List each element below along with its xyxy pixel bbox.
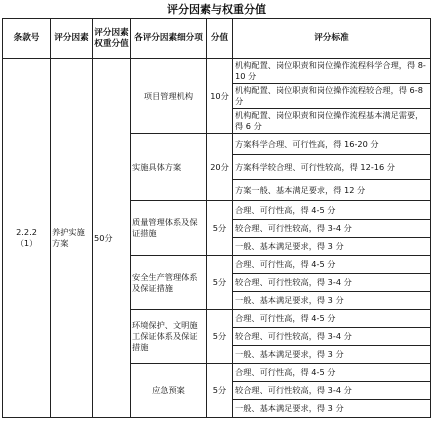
subitem-score: 5分 [207,364,233,418]
criteria-cell: 合理、可行性高，得 4-5 分 [233,256,431,274]
subitem-score: 10分 [207,59,233,134]
header-factor: 评分因素 [51,19,93,59]
criteria-cell: 一般、基本满足要求，得 3 分 [233,400,431,418]
subitem-score: 20分 [207,134,233,201]
header-row [3,19,431,59]
subitem-score: 5分 [207,256,233,310]
table-row [3,59,431,84]
header-clause: 条款号 [3,19,51,59]
criteria-cell: 一般、基本满足要求，得 3 分 [233,292,431,310]
criteria-cell: 方案科学合理、可行性高，得 16-20 分 [233,134,431,155]
subitem-name: 环境保护、文明施工保证体系及保证措施 [131,310,207,364]
criteria-cell: 合理、可行性高，得 4-5 分 [233,201,431,220]
scoring-factor: 养护实施方案 [51,59,93,418]
clause-number: 2.2.2 （1） [3,59,51,418]
criteria-cell: 合理、可行性高，得 4-5 分 [233,310,431,328]
subitem-score: 5分 [207,310,233,364]
criteria-cell: 较合理、可行性较高，得 3-4 分 [233,220,431,238]
criteria-cell: 较合理、可行性较高，得 3-4 分 [233,274,431,292]
scoring-table [2,18,431,418]
criteria-cell: 机构配置、岗位职责和岗位操作流程基本满足需要，得 6 分 [233,109,431,134]
header-criteria: 评分标准 [233,19,431,59]
subitem-name: 项目管理机构 [131,59,207,134]
header-weight: 评分因素权重分值 [93,19,131,59]
subitem-name: 质量管理体系及保证措施 [131,201,207,256]
criteria-cell: 合理、可行性高，得 4-5 分 [233,364,431,382]
criteria-cell: 一般、基本满足要求，得 3 分 [233,238,431,256]
subitem-score: 5分 [207,201,233,256]
subitem-name: 安全生产管理体系及保证措施 [131,256,207,310]
criteria-cell: 方案科学较合理、可行性较高，得 12-16 分 [233,155,431,180]
header-score: 分值 [207,19,233,59]
criteria-cell: 方案一般、基本满足要求，得 12 分 [233,180,431,201]
subitem-name: 实施具体方案 [131,134,207,201]
criteria-cell: 一般、基本满足要求，得 3 分 [233,346,431,364]
criteria-cell: 机构配置、岗位职责和岗位操作流程较合理，得 6-8 分 [233,84,431,109]
criteria-cell: 较合理、可行性较高，得 3-4 分 [233,382,431,400]
criteria-cell: 较合理、可行性较高，得 3-4 分 [233,328,431,346]
factor-weight: 50分 [93,59,131,418]
header-subitem: 各评分因素细分项 [131,19,207,59]
subitem-name: 应急预案 [131,364,207,418]
table-title: 评分因素与权重分值 [167,3,266,16]
criteria-cell: 机构配置、岗位职责和岗位操作流程科学合理，得 8-10 分 [233,59,431,84]
